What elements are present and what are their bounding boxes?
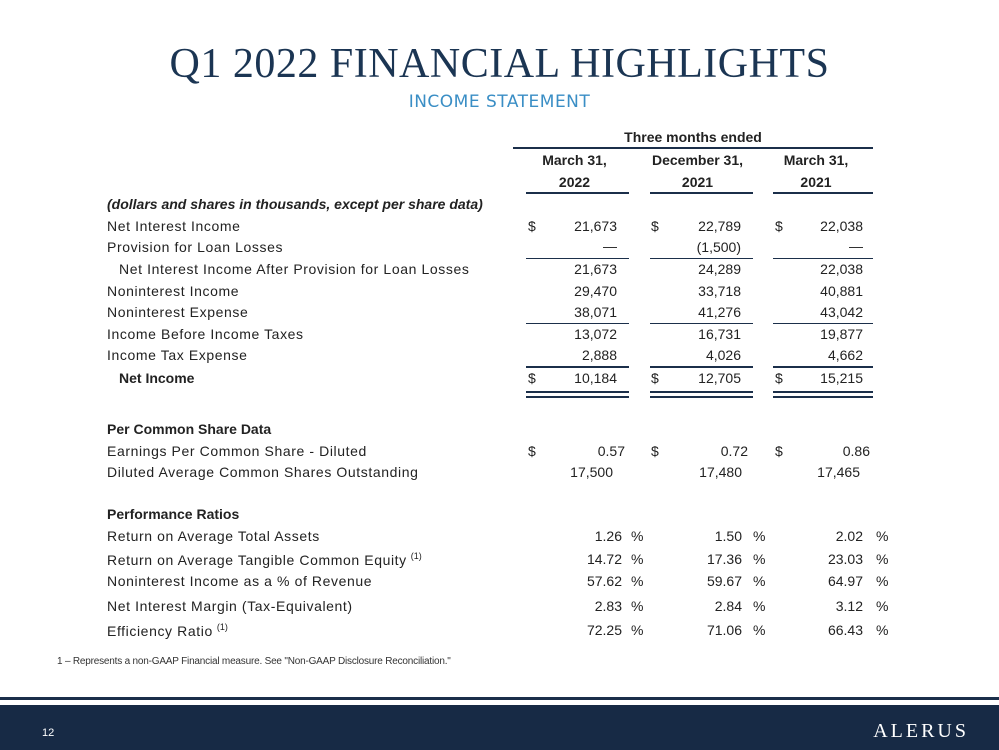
subtotal-rule bbox=[526, 323, 629, 324]
column-header-line2: 2021 bbox=[681, 174, 714, 190]
percent-sign: % bbox=[753, 551, 766, 567]
subtotal-rule bbox=[526, 258, 629, 259]
column-header-line1: December 31, bbox=[651, 152, 744, 168]
subtotal-rule bbox=[650, 323, 753, 324]
subtotal-rule bbox=[526, 366, 629, 368]
value-cell: 57.62 bbox=[586, 573, 622, 589]
value-cell: 22,038 bbox=[820, 218, 863, 234]
section-heading: Per Common Share Data bbox=[107, 421, 272, 437]
row-label: Income Tax Expense bbox=[107, 347, 248, 363]
subtotal-rule bbox=[773, 323, 873, 324]
value-cell: (1,500) bbox=[696, 239, 741, 255]
row-label: Noninterest Expense bbox=[107, 304, 249, 320]
value-cell: 12,705 bbox=[698, 370, 741, 386]
footnote-marker: (1) bbox=[410, 551, 422, 561]
subtotal-rule bbox=[773, 366, 873, 368]
row-label: Income Before Income Taxes bbox=[107, 326, 304, 342]
dollar-sign: $ bbox=[775, 218, 783, 234]
column-header-line2: 2022 bbox=[558, 174, 591, 190]
footer-bar bbox=[0, 705, 999, 750]
dollar-sign: $ bbox=[528, 370, 536, 386]
row-label bbox=[107, 528, 320, 544]
dollar-sign: $ bbox=[775, 370, 783, 386]
value-cell: 19,877 bbox=[820, 326, 863, 342]
value-cell: 41,276 bbox=[698, 304, 741, 320]
row-label-text: Efficiency Ratio bbox=[107, 623, 213, 639]
value-cell: 2,888 bbox=[581, 347, 617, 363]
value-cell: 33,718 bbox=[698, 283, 741, 299]
column-rule bbox=[650, 192, 753, 194]
column-header-line2: 2021 bbox=[800, 174, 832, 190]
value-cell: 21,673 bbox=[574, 261, 617, 277]
percent-sign: % bbox=[876, 573, 889, 589]
total-double-rule bbox=[526, 396, 629, 398]
percent-sign: % bbox=[631, 551, 644, 567]
subtotal-rule bbox=[650, 366, 753, 368]
value-cell: 21,673 bbox=[574, 218, 617, 234]
value-cell: 72.25 bbox=[586, 622, 622, 638]
value-cell: 64.97 bbox=[827, 573, 863, 589]
percent-sign: % bbox=[753, 598, 766, 614]
dollar-sign: $ bbox=[528, 443, 536, 459]
percent-sign: % bbox=[753, 573, 766, 589]
value-cell: 3.12 bbox=[835, 598, 863, 614]
total-double-rule bbox=[650, 396, 753, 398]
net-income-label: Net Income bbox=[119, 370, 195, 386]
percent-sign: % bbox=[753, 528, 766, 544]
row-label-text: Return on Average Tangible Common Equity bbox=[107, 552, 407, 568]
value-cell: 10,184 bbox=[574, 370, 617, 386]
row-label bbox=[107, 573, 372, 589]
value-cell: — bbox=[849, 238, 863, 254]
row-label-text: Noninterest Income as a % of Revenue bbox=[107, 573, 373, 589]
subtotal-rule bbox=[773, 258, 873, 259]
percent-sign: % bbox=[631, 622, 644, 638]
value-cell: 43,042 bbox=[820, 304, 863, 320]
company-logo: ALERUS bbox=[873, 720, 969, 742]
value-cell: 1.26 bbox=[594, 528, 622, 544]
value-cell: 40,881 bbox=[820, 283, 863, 299]
value-cell: 22,789 bbox=[698, 218, 741, 234]
dollar-sign: $ bbox=[651, 370, 659, 386]
percent-sign: % bbox=[876, 598, 889, 614]
value-cell: 2.83 bbox=[594, 598, 622, 614]
column-rule bbox=[773, 192, 873, 194]
row-label-text: Net Interest Margin (Tax-Equivalent) bbox=[107, 598, 353, 614]
percent-sign: % bbox=[753, 622, 766, 638]
row-label: Net Interest Income After Provision for Loan Losses bbox=[119, 261, 470, 277]
value-cell: 4,662 bbox=[827, 347, 863, 363]
column-header-line1: March 31, bbox=[542, 152, 607, 168]
value-cell: 15,215 bbox=[820, 370, 863, 386]
percent-sign: % bbox=[631, 598, 644, 614]
value-cell: 17,480 bbox=[699, 464, 742, 480]
value-cell: 22,038 bbox=[820, 261, 863, 277]
section-heading: Performance Ratios bbox=[107, 506, 240, 522]
footnote-marker: (1) bbox=[216, 622, 228, 632]
value-cell: 29,470 bbox=[574, 283, 617, 299]
value-cell: 13,072 bbox=[574, 326, 617, 342]
value-cell: 59.67 bbox=[706, 573, 742, 589]
subtotal-rule bbox=[650, 258, 753, 259]
period-header: Three months ended bbox=[624, 129, 762, 145]
percent-sign: % bbox=[876, 551, 889, 567]
value-cell: 0.86 bbox=[842, 443, 870, 459]
footer-divider bbox=[0, 697, 999, 700]
value-cell: 17.36 bbox=[706, 551, 742, 567]
row-label bbox=[107, 598, 353, 614]
units-note: (dollars and shares in thousands, except per share data) bbox=[107, 196, 483, 212]
percent-sign: % bbox=[876, 528, 889, 544]
value-cell: 17,500 bbox=[570, 464, 613, 480]
row-label: Noninterest Income bbox=[107, 283, 240, 299]
column-rule bbox=[526, 192, 629, 194]
value-cell: 24,289 bbox=[698, 261, 741, 277]
value-cell: 66.43 bbox=[827, 622, 863, 638]
percent-sign: % bbox=[876, 622, 889, 638]
row-label: Net Interest Income bbox=[107, 218, 241, 234]
value-cell: 23.03 bbox=[827, 551, 863, 567]
value-cell: 38,071 bbox=[574, 304, 617, 320]
value-cell: 2.02 bbox=[835, 528, 863, 544]
total-double-rule bbox=[773, 396, 873, 398]
dollar-sign: $ bbox=[651, 443, 659, 459]
dollar-sign: $ bbox=[651, 218, 659, 234]
percent-sign: % bbox=[631, 528, 644, 544]
row-label: Provision for Loan Losses bbox=[107, 239, 284, 255]
percent-sign: % bbox=[631, 573, 644, 589]
row-label: Diluted Average Common Shares Outstanding bbox=[107, 464, 419, 480]
value-cell: 0.57 bbox=[597, 443, 625, 459]
value-cell: 71.06 bbox=[706, 622, 742, 638]
value-cell: 1.50 bbox=[714, 528, 742, 544]
footnote: 1 – Represents a non-GAAP Financial measure. See "Non-GAAP Disclosure Reconciliation." bbox=[57, 656, 451, 667]
page-title: Q1 2022 FINANCIAL HIGHLIGHTS bbox=[169, 41, 830, 87]
page-subtitle: INCOME STATEMENT bbox=[408, 92, 591, 112]
value-cell: 2.84 bbox=[714, 598, 742, 614]
period-header-rule bbox=[513, 147, 873, 149]
value-cell: 16,731 bbox=[698, 326, 741, 342]
total-double-rule bbox=[773, 391, 873, 393]
value-cell: 14.72 bbox=[586, 551, 622, 567]
page-number: 12 bbox=[42, 727, 55, 739]
total-double-rule bbox=[650, 391, 753, 393]
row-label bbox=[107, 622, 228, 639]
total-double-rule bbox=[526, 391, 629, 393]
value-cell: 17,465 bbox=[817, 464, 860, 480]
value-cell: 4,026 bbox=[705, 347, 741, 363]
value-cell: — bbox=[603, 238, 617, 254]
dollar-sign: $ bbox=[528, 218, 536, 234]
row-label-text: Return on Average Total Assets bbox=[107, 528, 320, 544]
row-label: Earnings Per Common Share - Diluted bbox=[107, 443, 367, 459]
dollar-sign: $ bbox=[775, 443, 783, 459]
row-label bbox=[107, 551, 422, 568]
value-cell: 0.72 bbox=[720, 443, 748, 459]
column-header-line1: March 31, bbox=[783, 152, 849, 168]
